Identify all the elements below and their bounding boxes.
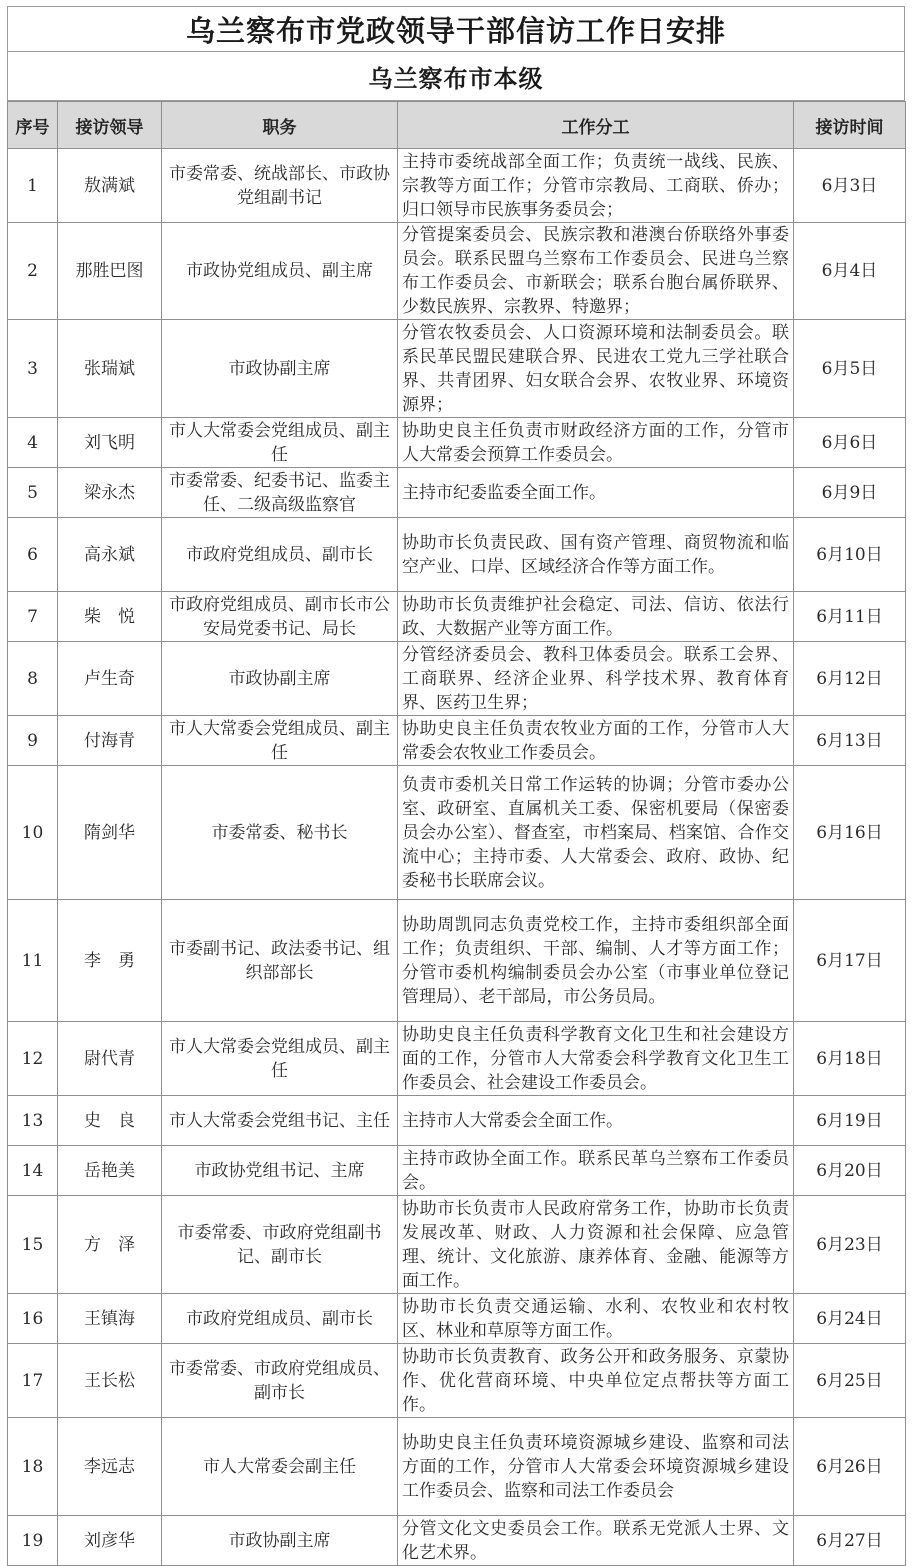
row-leader: 李 勇 xyxy=(58,900,162,1022)
table-row xyxy=(8,1344,906,1418)
row-position: 市人大常委会党组成员、副主任 xyxy=(162,418,398,468)
row-duty: 负责市委机关日常工作运转的协调；分管市委办公室、政研室、直属机关工委、保密机要局（保密委员会办公室）、督查室，市档案局、档案馆、合作交流中心；主持市委、人大常委会、政府、政协、纪委秘书长联席会议。 xyxy=(398,766,794,900)
row-date: 6月9日 xyxy=(794,468,906,518)
table-row xyxy=(8,1294,906,1344)
row-duty: 协助市长负责市人民政府常务工作，协助市长负责发展改革、财政、人力资源和社会保障、应急管理、统计、文化旅游、康养体育、金融、能源等方面工作。 xyxy=(398,1196,794,1294)
row-duty: 主持市人大常委会全面工作。 xyxy=(398,1096,794,1146)
row-number: 14 xyxy=(8,1146,58,1196)
row-date: 6月3日 xyxy=(794,149,906,223)
row-duty: 协助市长负责维护社会稳定、司法、信访、依法行政、大数据产业等方面工作。 xyxy=(398,592,794,642)
row-duty: 主持市政协全面工作。联系民革乌兰察布工作委员会。 xyxy=(398,1146,794,1196)
schedule-document xyxy=(7,6,905,1566)
row-position: 市政协副主席 xyxy=(162,1516,398,1566)
table-row xyxy=(8,320,906,418)
table-row xyxy=(8,468,906,518)
row-leader: 李远志 xyxy=(58,1418,162,1516)
row-number: 7 xyxy=(8,592,58,642)
table-row xyxy=(8,1516,906,1566)
row-leader: 高永斌 xyxy=(58,518,162,592)
row-leader: 敖满斌 xyxy=(58,149,162,223)
row-duty: 分管文化文史委员会工作。联系无党派人士界、文化艺术界。 xyxy=(398,1516,794,1566)
row-date: 6月20日 xyxy=(794,1146,906,1196)
row-date: 6月16日 xyxy=(794,766,906,900)
row-position: 市政协党组书记、主席 xyxy=(162,1146,398,1196)
header-date: 接访时间 xyxy=(794,102,906,149)
row-number: 1 xyxy=(8,149,58,223)
row-position: 市政协副主席 xyxy=(162,320,398,418)
row-date: 6月5日 xyxy=(794,320,906,418)
table-row xyxy=(8,418,906,468)
table-row xyxy=(8,642,906,716)
row-number: 12 xyxy=(8,1022,58,1096)
row-duty: 主持市纪委监委全面工作。 xyxy=(398,468,794,518)
row-duty: 协助市长负责民政、国有资产管理、商贸物流和临空产业、口岸、区域经济合作等方面工作。 xyxy=(398,518,794,592)
row-duty: 协助周凯同志负责党校工作，主持市委组织部全面工作；负责组织、干部、编制、人才等方面工作；分管市委机构编制委员会办公室（市事业单位登记管理局）、老干部局，市公务员局。 xyxy=(398,900,794,1022)
table-row xyxy=(8,1146,906,1196)
row-number: 19 xyxy=(8,1516,58,1566)
row-date: 6月18日 xyxy=(794,1022,906,1096)
row-date: 6月24日 xyxy=(794,1294,906,1344)
document-title: 乌兰察布市党政领导干部信访工作日安排 xyxy=(7,6,905,51)
row-number: 16 xyxy=(8,1294,58,1344)
row-leader: 岳艳美 xyxy=(58,1146,162,1196)
row-position: 市政协副主席 xyxy=(162,642,398,716)
row-number: 11 xyxy=(8,900,58,1022)
row-date: 6月19日 xyxy=(794,1096,906,1146)
row-position: 市人大常委会党组成员、副主任 xyxy=(162,716,398,766)
row-number: 8 xyxy=(8,642,58,716)
table-row xyxy=(8,766,906,900)
row-number: 5 xyxy=(8,468,58,518)
row-number: 9 xyxy=(8,716,58,766)
table-row xyxy=(8,223,906,320)
row-duty: 分管经济委员会、教科卫体委员会。联系工会界、工商联界、经济企业界、科学技术界、教育体育界、医药卫生界； xyxy=(398,642,794,716)
row-leader: 史 良 xyxy=(58,1096,162,1146)
row-leader: 卢生奇 xyxy=(58,642,162,716)
row-leader: 隋剑华 xyxy=(58,766,162,900)
row-date: 6月12日 xyxy=(794,642,906,716)
row-date: 6月4日 xyxy=(794,223,906,320)
table-row xyxy=(8,900,906,1022)
row-date: 6月13日 xyxy=(794,716,906,766)
row-position: 市委常委、市政府党组成员、副市长 xyxy=(162,1344,398,1418)
header-duty: 工作分工 xyxy=(398,102,794,149)
row-number: 2 xyxy=(8,223,58,320)
row-position: 市政府党组成员、副市长 xyxy=(162,518,398,592)
row-duty: 主持市委统战部全面工作；负责统一战线、民族、宗教等方面工作；分管市宗教局、工商联、侨办；归口领导市民族事务委员会； xyxy=(398,149,794,223)
row-position: 市人大常委会党组成员、副主任 xyxy=(162,1022,398,1096)
row-date: 6月23日 xyxy=(794,1196,906,1294)
row-position: 市政协党组成员、副主席 xyxy=(162,223,398,320)
row-date: 6月27日 xyxy=(794,1516,906,1566)
row-date: 6月6日 xyxy=(794,418,906,468)
row-date: 6月11日 xyxy=(794,592,906,642)
row-leader: 付海青 xyxy=(58,716,162,766)
table-row xyxy=(8,1196,906,1294)
table-row xyxy=(8,149,906,223)
row-date: 6月17日 xyxy=(794,900,906,1022)
row-number: 6 xyxy=(8,518,58,592)
row-duty: 协助市长负责教育、政务公开和政务服务、京蒙协作、优化营商环境、中央单位定点帮扶等方面工作。 xyxy=(398,1344,794,1418)
row-position: 市人大常委会副主任 xyxy=(162,1418,398,1516)
document-subtitle: 乌兰察布市本级 xyxy=(7,51,905,101)
row-duty: 分管提案委员会、民族宗教和港澳台侨联络外事委员会。联系民盟乌兰察布工作委员会、民进乌兰察布工作委员会、市新联会；联系台胞台属侨联界、少数民族界、宗教界、特邀界； xyxy=(398,223,794,320)
row-position: 市委副书记、政法委书记、组织部部长 xyxy=(162,900,398,1022)
row-leader: 刘彦华 xyxy=(58,1516,162,1566)
row-leader: 张瑞斌 xyxy=(58,320,162,418)
table-row xyxy=(8,1022,906,1096)
row-position: 市委常委、纪委书记、监委主任、二级高级监察官 xyxy=(162,468,398,518)
row-number: 4 xyxy=(8,418,58,468)
header-position: 职务 xyxy=(162,102,398,149)
row-leader: 尉代青 xyxy=(58,1022,162,1096)
table-row xyxy=(8,592,906,642)
row-leader: 王镇海 xyxy=(58,1294,162,1344)
row-date: 6月26日 xyxy=(794,1418,906,1516)
row-position: 市委常委、统战部长、市政协党组副书记 xyxy=(162,149,398,223)
schedule-table xyxy=(7,101,906,1566)
row-position: 市政府党组成员、副市长 xyxy=(162,1294,398,1344)
row-leader: 刘飞明 xyxy=(58,418,162,468)
table-row xyxy=(8,716,906,766)
header-leader: 接访领导 xyxy=(58,102,162,149)
row-leader: 柴 悦 xyxy=(58,592,162,642)
table-header-row xyxy=(8,102,906,149)
row-duty: 协助史良主任负责农牧业方面的工作，分管市人大常委会农牧业工作委员会。 xyxy=(398,716,794,766)
row-position: 市委常委、秘书长 xyxy=(162,766,398,900)
row-number: 3 xyxy=(8,320,58,418)
row-leader: 方 泽 xyxy=(58,1196,162,1294)
row-leader: 那胜巴图 xyxy=(58,223,162,320)
table-row xyxy=(8,1096,906,1146)
row-number: 18 xyxy=(8,1418,58,1516)
row-position: 市委常委、市政府党组副书记、副市长 xyxy=(162,1196,398,1294)
table-row xyxy=(8,1418,906,1516)
row-number: 10 xyxy=(8,766,58,900)
header-number: 序号 xyxy=(8,102,58,149)
row-leader: 王长松 xyxy=(58,1344,162,1418)
row-number: 13 xyxy=(8,1096,58,1146)
row-duty: 协助史良主任负责科学教育文化卫生和社会建设方面的工作，分管市人大常委会科学教育文化卫生工作委员会、社会建设工作委员会。 xyxy=(398,1022,794,1096)
row-duty: 协助史良主任负责环境资源城乡建设、监察和司法方面的工作，分管市人大常委会环境资源城乡建设工作委员会、监察和司法工作委员会 xyxy=(398,1418,794,1516)
row-duty: 协助史良主任负责市财政经济方面的工作，分管市人大常委会预算工作委员会。 xyxy=(398,418,794,468)
row-position: 市人大常委会党组书记、主任 xyxy=(162,1096,398,1146)
row-date: 6月25日 xyxy=(794,1344,906,1418)
row-duty: 协助市长负责交通运输、水利、农牧业和农村牧区、林业和草原等方面工作。 xyxy=(398,1294,794,1344)
row-number: 17 xyxy=(8,1344,58,1418)
row-number: 15 xyxy=(8,1196,58,1294)
row-duty: 分管农牧委员会、人口资源环境和法制委员会。联系民革民盟民建联合界、民进农工党九三学社联合界、共青团界、妇女联合会界、农牧业界、环境资源界； xyxy=(398,320,794,418)
row-leader: 梁永杰 xyxy=(58,468,162,518)
row-position: 市政府党组成员、副市长市公安局党委书记、局长 xyxy=(162,592,398,642)
table-row xyxy=(8,518,906,592)
row-date: 6月10日 xyxy=(794,518,906,592)
